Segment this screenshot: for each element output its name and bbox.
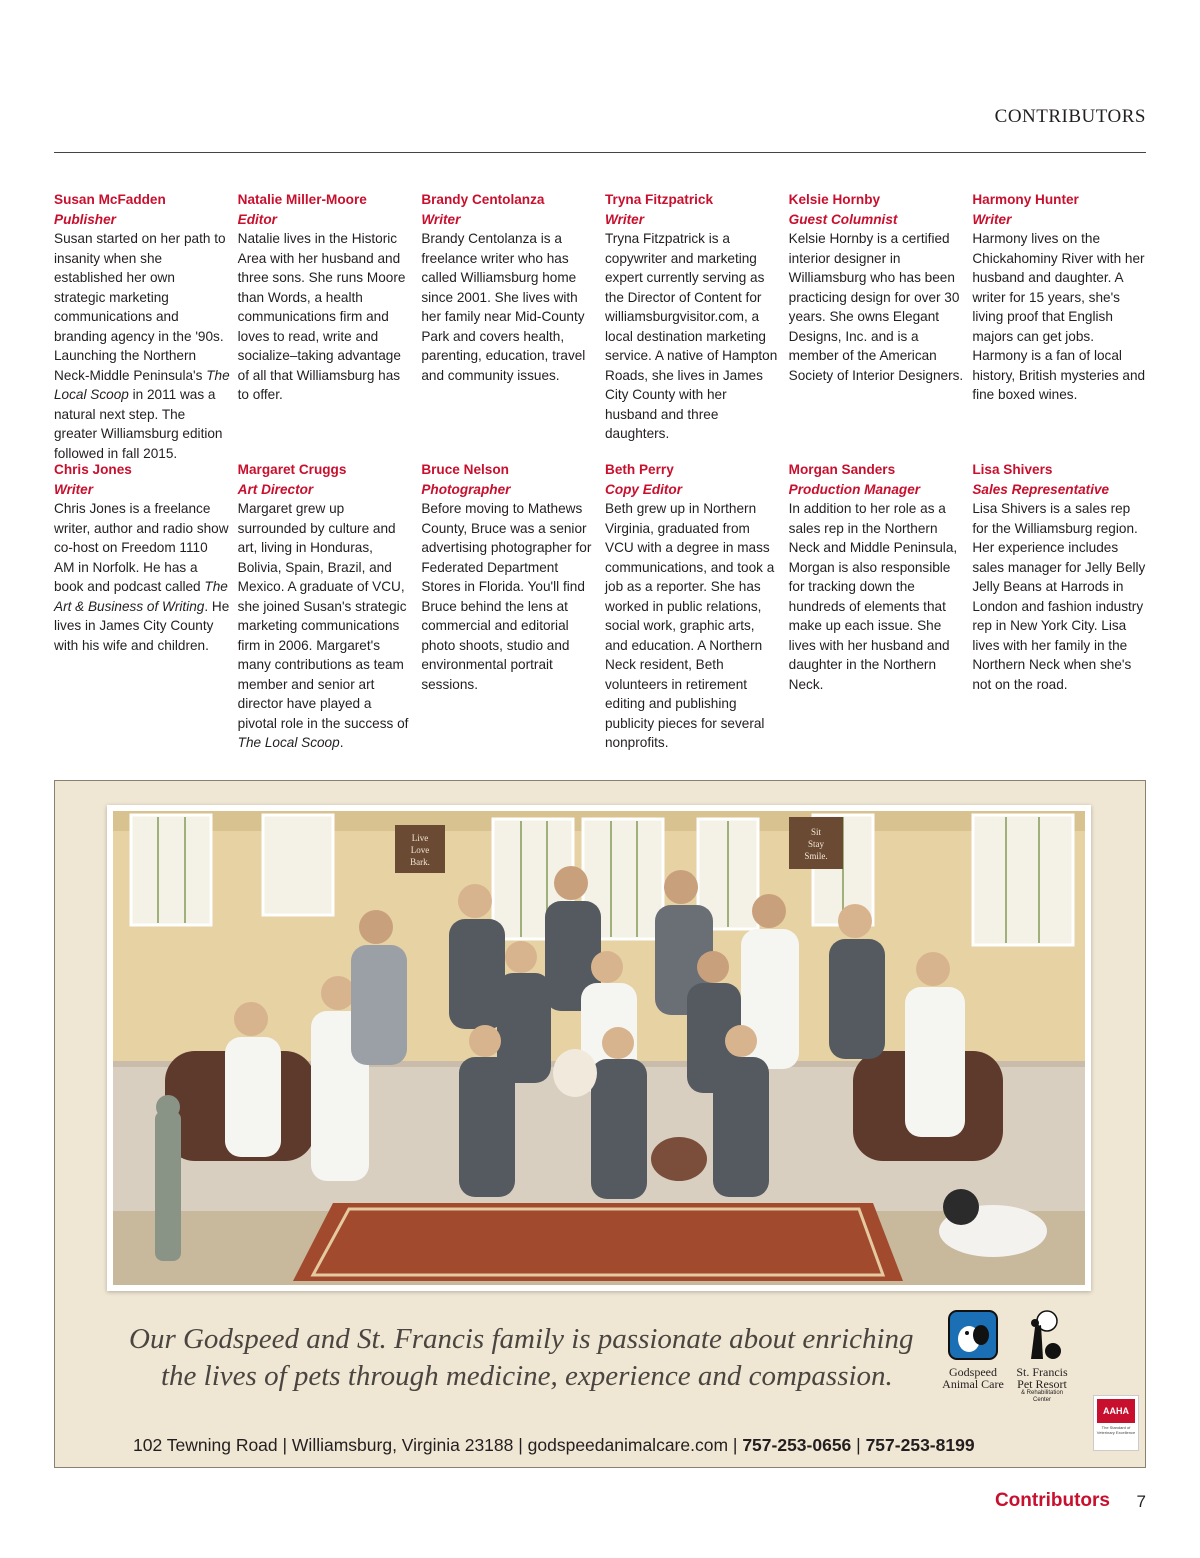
logo-name-line: Godspeed <box>949 1365 997 1379</box>
contributor-name: Morgan Sanders <box>788 462 896 477</box>
godspeed-dog-cat-icon <box>947 1309 999 1361</box>
contributor-role: Editor <box>237 211 277 227</box>
ad-contact-line <box>133 1435 975 1456</box>
contributor-role: Copy Editor <box>605 481 683 497</box>
phone-number: 757-253-8199 <box>865 1435 975 1455</box>
contributor-name: Margaret Cruggs <box>237 462 347 477</box>
contributors-row-1 <box>54 190 1148 463</box>
contributor-card <box>605 190 781 463</box>
contributor-bio: Chris Jones is a freelance writer, author and radio show co-host on Freedom 1110 AM in Norfolk. He has a book and podcast called The Art & Business of Writing. He lives in James City County with his wife and children. <box>54 501 230 653</box>
ad-address: 102 Tewning Road | Williamsburg, Virginia 23188 | godspeedanimalcare.com | <box>133 1435 743 1455</box>
separator: | <box>851 1435 866 1455</box>
page-number: 7 <box>1136 1492 1146 1511</box>
contributor-role: Photographer <box>421 481 511 497</box>
contributor-role: Sales Representative <box>972 481 1110 497</box>
contributor-name: Tryna Fitzpatrick <box>605 192 714 207</box>
contributor-name: Susan McFadden <box>54 192 166 207</box>
aaha-tagline: The Standard of Veterinary Excellence <box>1096 1425 1136 1435</box>
logo-sub-line: & Rehabilitation <box>1020 1390 1064 1396</box>
publication-title: The Local Scoop <box>237 735 340 750</box>
footer-section-name: Contributors <box>994 1490 1110 1511</box>
contributor-bio: Tryna Fitzpatrick is a copywriter and marketing expert currently serving as the Director of Content for williamsburgvisitor.com, a local destination marketing service. A native of Hampton Roads, she lives in James City County with her husband and three daughters. <box>605 231 778 441</box>
contributors-row-2 <box>54 460 1148 753</box>
sign-left-line: Bark. <box>410 857 430 867</box>
logo-name-line: St. Francis <box>1016 1365 1068 1379</box>
logo-sub-line: Center <box>1032 1397 1051 1403</box>
header-rule <box>54 152 1146 153</box>
contributor-card <box>972 190 1148 463</box>
contributor-bio: Before moving to Mathews County, Bruce was a senior advertising photographer for Federated Department Stores in Florida. You'll find Bruce behind the lens at commercial and editorial photo shoots, studio and environmental portrait sessions. <box>421 501 592 692</box>
contributor-name: Kelsie Hornby <box>788 192 881 207</box>
contributor-card <box>238 460 414 753</box>
contributor-bio: Margaret grew up surrounded by culture and art, living in Honduras, Bolivia, Spain, Brazil, and Mexico. A graduate of VCU, she joined Susan's strategic marketing communications firm in 2006. Margaret's many contributions as team member and senior art director have played a pivotal role in the success of The Local Scoop. <box>237 501 409 750</box>
contributor-name: Harmony Hunter <box>972 192 1079 207</box>
staff-photo-illustration <box>113 811 1085 1285</box>
aaha-logo: AAHA <box>1097 1399 1135 1423</box>
st-francis-figure-icon <box>1017 1309 1067 1361</box>
contributor-card <box>54 460 230 753</box>
contributor-bio: Natalie lives in the Historic Area with her husband and three sons. She runs Moore than Words, a health communications firm and loves to read, write and socialize–taking advantage of all that Williamsburg has to offer. <box>237 231 406 402</box>
contributor-role: Writer <box>421 211 461 227</box>
contributor-bio: Harmony lives on the Chickahominy River with her husband and daughter. A writer for 15 years, she's living proof that English majors can get jobs. Harmony is a fan of local history, British mysteries and fine boxed wines. <box>972 231 1146 402</box>
contributor-bio: Brandy Centolanza is a freelance writer who has called Williamsburg home since 2001. She lives with her family near Mid-County Park and covers health, parenting, education, travel and community issues. <box>421 231 586 383</box>
contributor-bio: Kelsie Hornby is a certified interior designer in Williamsburg who has been practicing design for over 30 years. She owns Elegant Designs, Inc. and is a member of the American Society of Interior Designers. <box>788 231 964 383</box>
godspeed-animal-care-logo <box>937 1309 1009 1390</box>
contributor-name: Natalie Miller-Moore <box>237 192 367 207</box>
contributor-name: Brandy Centolanza <box>421 192 545 207</box>
page-header-title: CONTRIBUTORS <box>994 106 1146 127</box>
contributor-role: Writer <box>605 211 645 227</box>
phone-number: 757-253-0656 <box>742 1435 852 1455</box>
contributor-card <box>421 460 597 753</box>
contributor-card <box>238 190 414 463</box>
publication-title: The Art & Business of Writing <box>54 579 228 614</box>
sign-left-line: Love <box>410 845 430 855</box>
contributor-bio: Susan started on her path to insanity when she established her own strategic marketing communications and branding agency in the '90s. Launching the Northern Neck-Middle Peninsula's The Local Scoop in 2011 was a natural next step. The greater Williamsburg edition followed in fall 2015. <box>54 231 230 461</box>
contributor-bio: Beth grew up in Northern Virginia, graduated from VCU with a degree in mass communications, and took a job as a reporter. She has worked in public relations, social work, graphic arts, and education. A Northern Neck resident, Beth volunteers in retirement editing and publishing publicity pieces for several nonprofits. <box>605 501 775 750</box>
tagline-line: Our Godspeed and St. Francis family is passionate about enriching <box>129 1323 914 1355</box>
contributor-role: Production Manager <box>788 481 921 497</box>
contributor-role: Publisher <box>54 211 116 227</box>
contributor-role: Guest Columnist <box>788 211 898 227</box>
logo-name-line: Pet Resort <box>1017 1377 1067 1391</box>
aaha-accreditation-badge <box>1093 1395 1139 1451</box>
contributor-role: Writer <box>54 481 94 497</box>
staff-group-photo <box>107 805 1091 1291</box>
publication-title: The Local Scoop <box>54 367 230 402</box>
contributor-card <box>421 190 597 463</box>
contributor-card <box>54 190 230 463</box>
contributor-name: Bruce Nelson <box>421 462 509 477</box>
st-francis-pet-resort-logo <box>1011 1309 1073 1404</box>
sign-right-line: Stay <box>807 839 825 849</box>
sign-right-line: Smile. <box>804 851 828 861</box>
contributor-bio: In addition to her role as a sales rep in the Northern Neck and Middle Peninsula, Morgan is also responsible for tracking down the hundreds of elements that make up each issue. She lives with her husband and daughter in the Northern Neck. <box>788 501 958 692</box>
contributor-name: Lisa Shivers <box>972 462 1053 477</box>
contributor-bio: Lisa Shivers is a sales rep for the Williamsburg region. Her experience includes sales manager for Jelly Belly Jelly Beans at Harrods in London and fashion industry rep in New York City. Lisa lives with her family in the Northern Neck when she's not on the road. <box>972 501 1146 692</box>
ad-tagline <box>129 1321 939 1395</box>
contributor-name: Chris Jones <box>54 462 132 477</box>
contributor-card <box>789 190 965 463</box>
sign-left-line: Live <box>411 833 429 843</box>
contributor-role: Art Director <box>237 481 314 497</box>
contributor-role: Writer <box>972 211 1012 227</box>
logo-name-line: Animal Care <box>942 1377 1004 1391</box>
contributor-card <box>605 460 781 753</box>
contributor-card <box>972 460 1148 753</box>
godspeed-advertisement <box>54 780 1146 1468</box>
contributor-card <box>789 460 965 753</box>
sign-right-line: Sit <box>810 827 822 837</box>
tagline-line: the lives of pets through medicine, experience and compassion. <box>161 1360 893 1392</box>
contributor-name: Beth Perry <box>605 462 674 477</box>
